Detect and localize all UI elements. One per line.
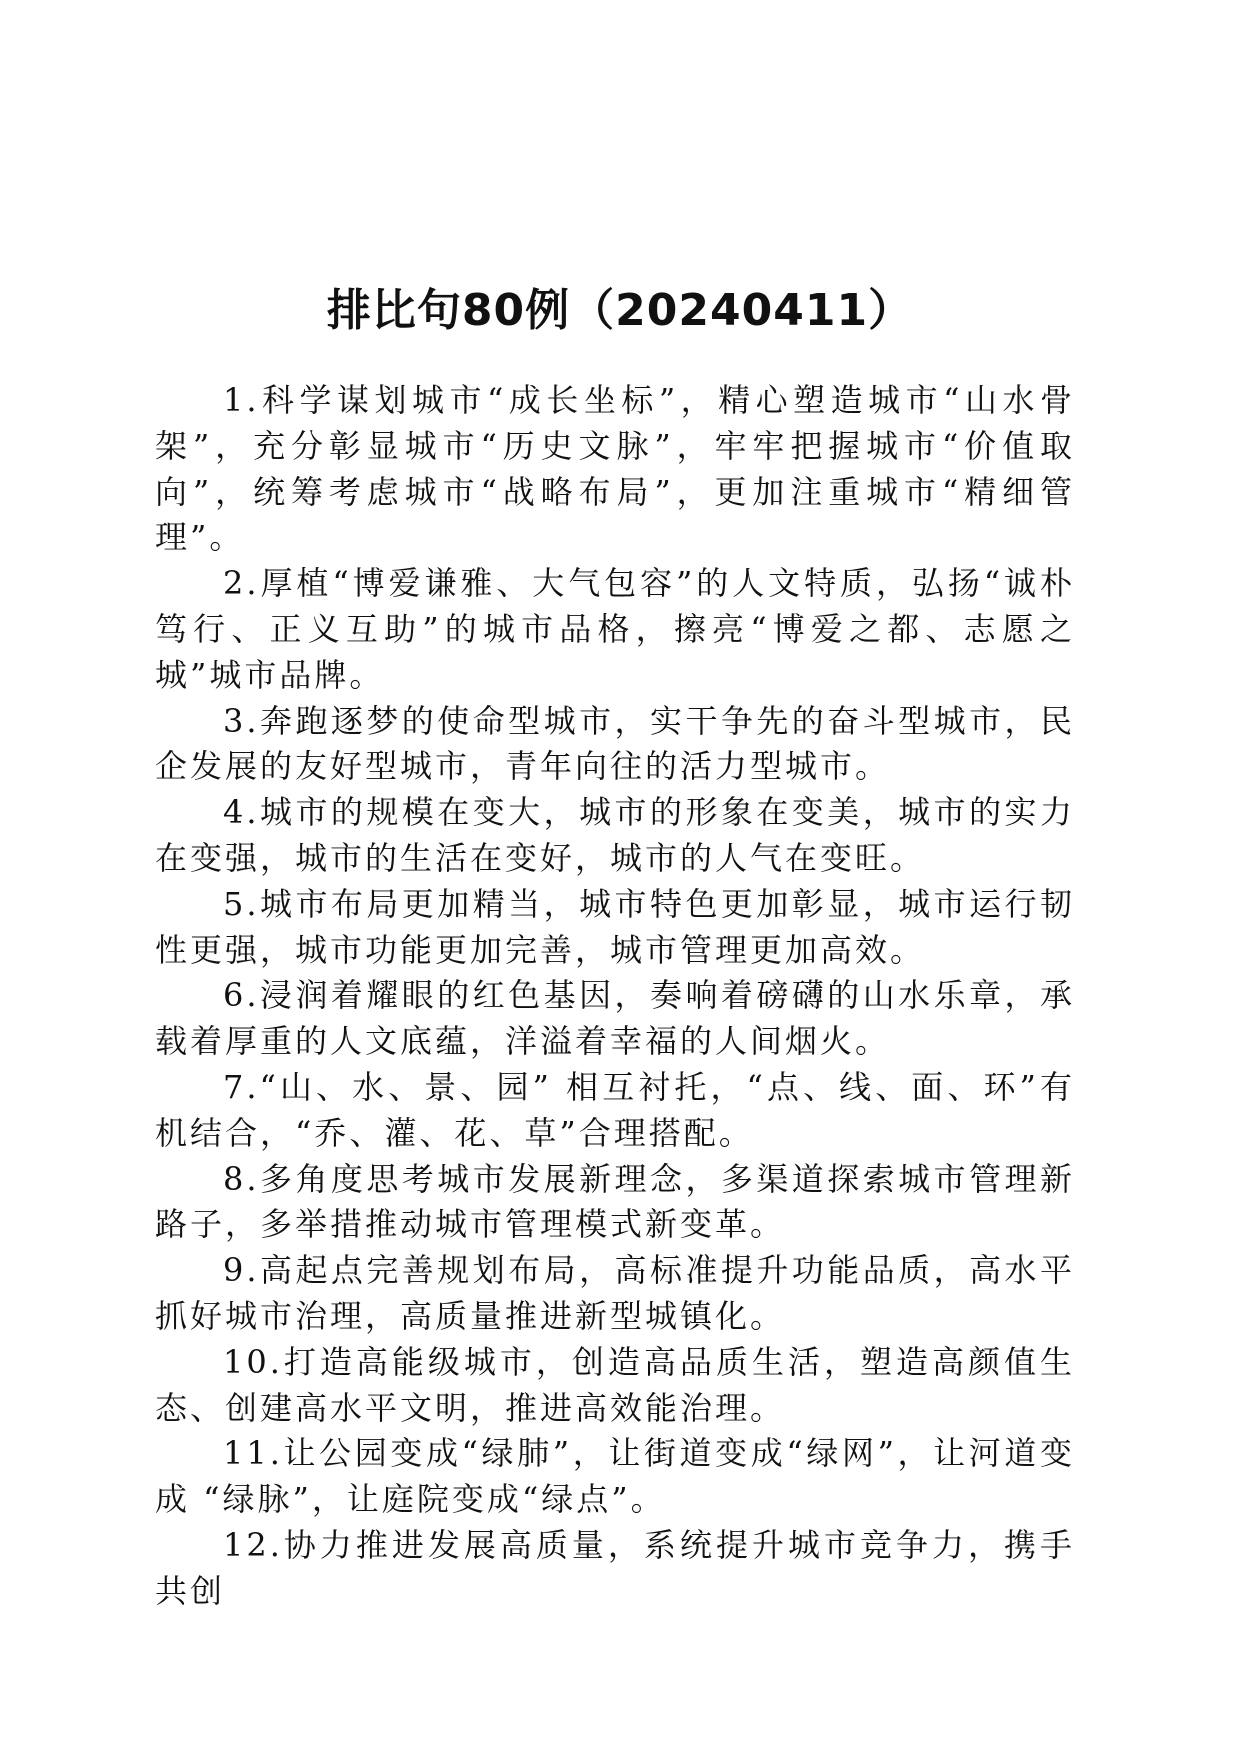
- paragraph-2: 2.厚植“博爱谦雅、大气包容”的人文特质，弘扬“诚朴笃行、正义互助”的城市品格，擦亮“博爱之都、志愿之城”城市品牌。: [155, 564, 1075, 694]
- paragraph-9: 9.高起点完善规划布局，高标准提升功能品质，高水平抓好城市治理，高质量推进新型城镇化。: [155, 1251, 1075, 1335]
- paragraph-7: 7.“山、水、景、园” 相互衬托，“点、线、面、环”有机结合，“乔、灌、花、草”合理搭配。: [155, 1067, 1075, 1152]
- document-title: 排比句80例（20240411）: [326, 285, 914, 337]
- document-body: [155, 378, 1075, 1615]
- paragraph-5: 5.城市布局更加精当，城市特色更加彰显，城市运行韧性更强，城市功能更加完善，城市管理更加高效。: [155, 884, 1075, 969]
- paragraph-1: 1.科学谋划城市“成长坐标”，精心塑造城市“山水骨架”，充分彰显城市“历史文脉”，牢牢把握城市“价值取向”，统筹考虑城市“战略布局”，更加注重城市“精细管理”。: [155, 381, 1075, 557]
- paragraph-10: 10.打造高能级城市，创造高品质生活，塑造高颜值生态、创建高水平文明，推进高效能治理。: [155, 1342, 1075, 1427]
- paragraph-6: 6.浸润着耀眼的红色基因，奏响着磅礴的山水乐章，承载着厚重的人文底蕴，洋溢着幸福的人间烟火。: [155, 976, 1075, 1061]
- paragraph-3: 3.奔跑逐梦的使命型城市，实干争先的奋斗型城市，民企发展的友好型城市，青年向往的活力型城市。: [155, 701, 1075, 786]
- paragraph-8: 8.多角度思考城市发展新理念，多渠道探索城市管理新路子，多举措推动城市管理模式新变革。: [155, 1159, 1075, 1244]
- paragraph-4: 4.城市的规模在变大，城市的形象在变美，城市的实力在变强，城市的生活在变好，城市的人气在变旺。: [155, 793, 1075, 877]
- paragraph-12: 12.协力推进发展高质量，系统提升城市竞争力，携手共创: [155, 1525, 1075, 1610]
- paragraph-11: 11.让公园变成“绿肺”，让街道变成“绿网”，让河道变成 “绿脉”，让庭院变成“绿点”。: [155, 1434, 1075, 1519]
